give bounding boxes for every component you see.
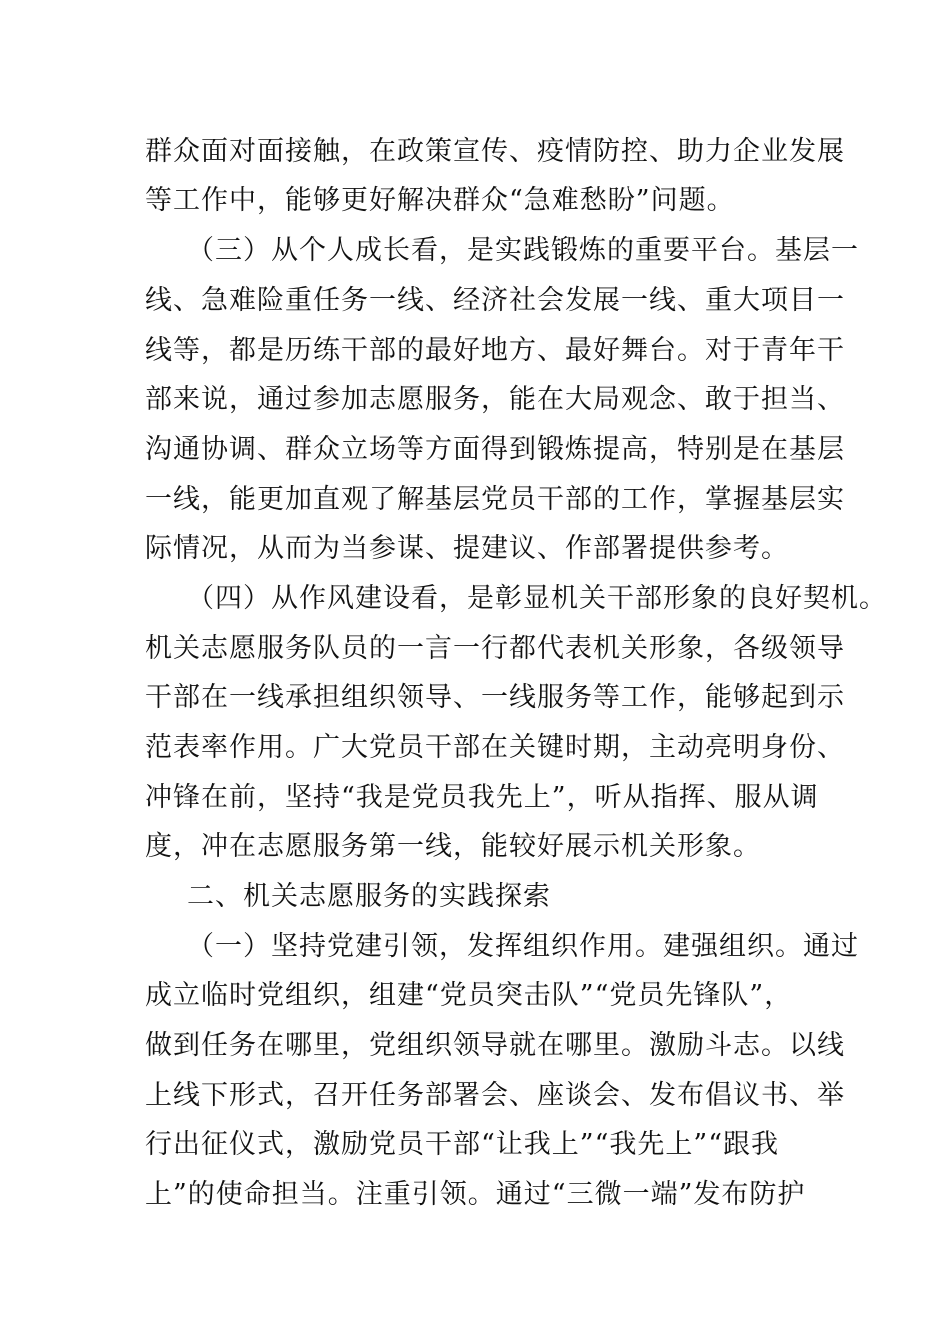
section-heading: 二、机关志愿服务的实践探索 <box>187 881 551 912</box>
text-line: 做到任务在哪里，党组织领导就在哪里。激励斗志。以线 <box>145 1030 845 1061</box>
text-line: 一线，能更加直观了解基层党员干部的工作，掌握基层实 <box>145 484 845 515</box>
text-line: 度，冲在志愿服务第一线，能较好展示机关形象。 <box>145 831 761 862</box>
text-line: 线、急难险重任务一线、经济社会发展一线、重大项目一 <box>145 285 845 316</box>
text-line: 干部在一线承担组织领导、一线服务等工作，能够起到示 <box>145 682 845 713</box>
text-line: 沟通协调、群众立场等方面得到锻炼提高，特别是在基层 <box>145 434 845 465</box>
text-line: 冲锋在前，坚持“我是党员我先上”，听从指挥、服从调 <box>145 782 819 813</box>
paragraph-4-heading-line: （四）从作风建设看，是彰显机关干部形象的良好契机。 <box>187 583 887 614</box>
text-line: 等工作中，能够更好解决群众“急难愁盼”问题。 <box>145 185 735 216</box>
text-line: 范表率作用。广大党员干部在关键时期，主动亮明身份、 <box>145 732 845 763</box>
subsection-1-heading-line: （一）坚持党建引领，发挥组织作用。建强组织。通过 <box>187 931 859 962</box>
text-line: 机关志愿服务队员的一言一行都代表机关形象，各级领导 <box>145 633 845 664</box>
text-line: 行出征仪式，激励党员干部“让我上”“我先上”“跟我 <box>145 1129 780 1160</box>
text-line: 成立临时党组织，组建“党员突击队”“党员先锋队”， <box>145 980 793 1011</box>
text-line: 群众面对面接触，在政策宣传、疫情防控、助力企业发展 <box>145 136 845 167</box>
text-line: 部来说，通过参加志愿服务，能在大局观念、敢于担当、 <box>145 384 845 415</box>
text-line: 上”的使命担当。注重引领。通过“三微一端”发布防护 <box>145 1179 806 1210</box>
paragraph-3-heading-line: （三）从个人成长看，是实践锻炼的重要平台。基层一 <box>187 235 859 266</box>
text-line: 际情况，从而为当参谋、提建议、作部署提供参考。 <box>145 533 789 564</box>
text-line: 线等，都是历练干部的最好地方、最好舞台。对于青年干 <box>145 335 845 366</box>
text-line: 上线下形式，召开任务部署会、座谈会、发布倡议书、举 <box>145 1080 845 1111</box>
